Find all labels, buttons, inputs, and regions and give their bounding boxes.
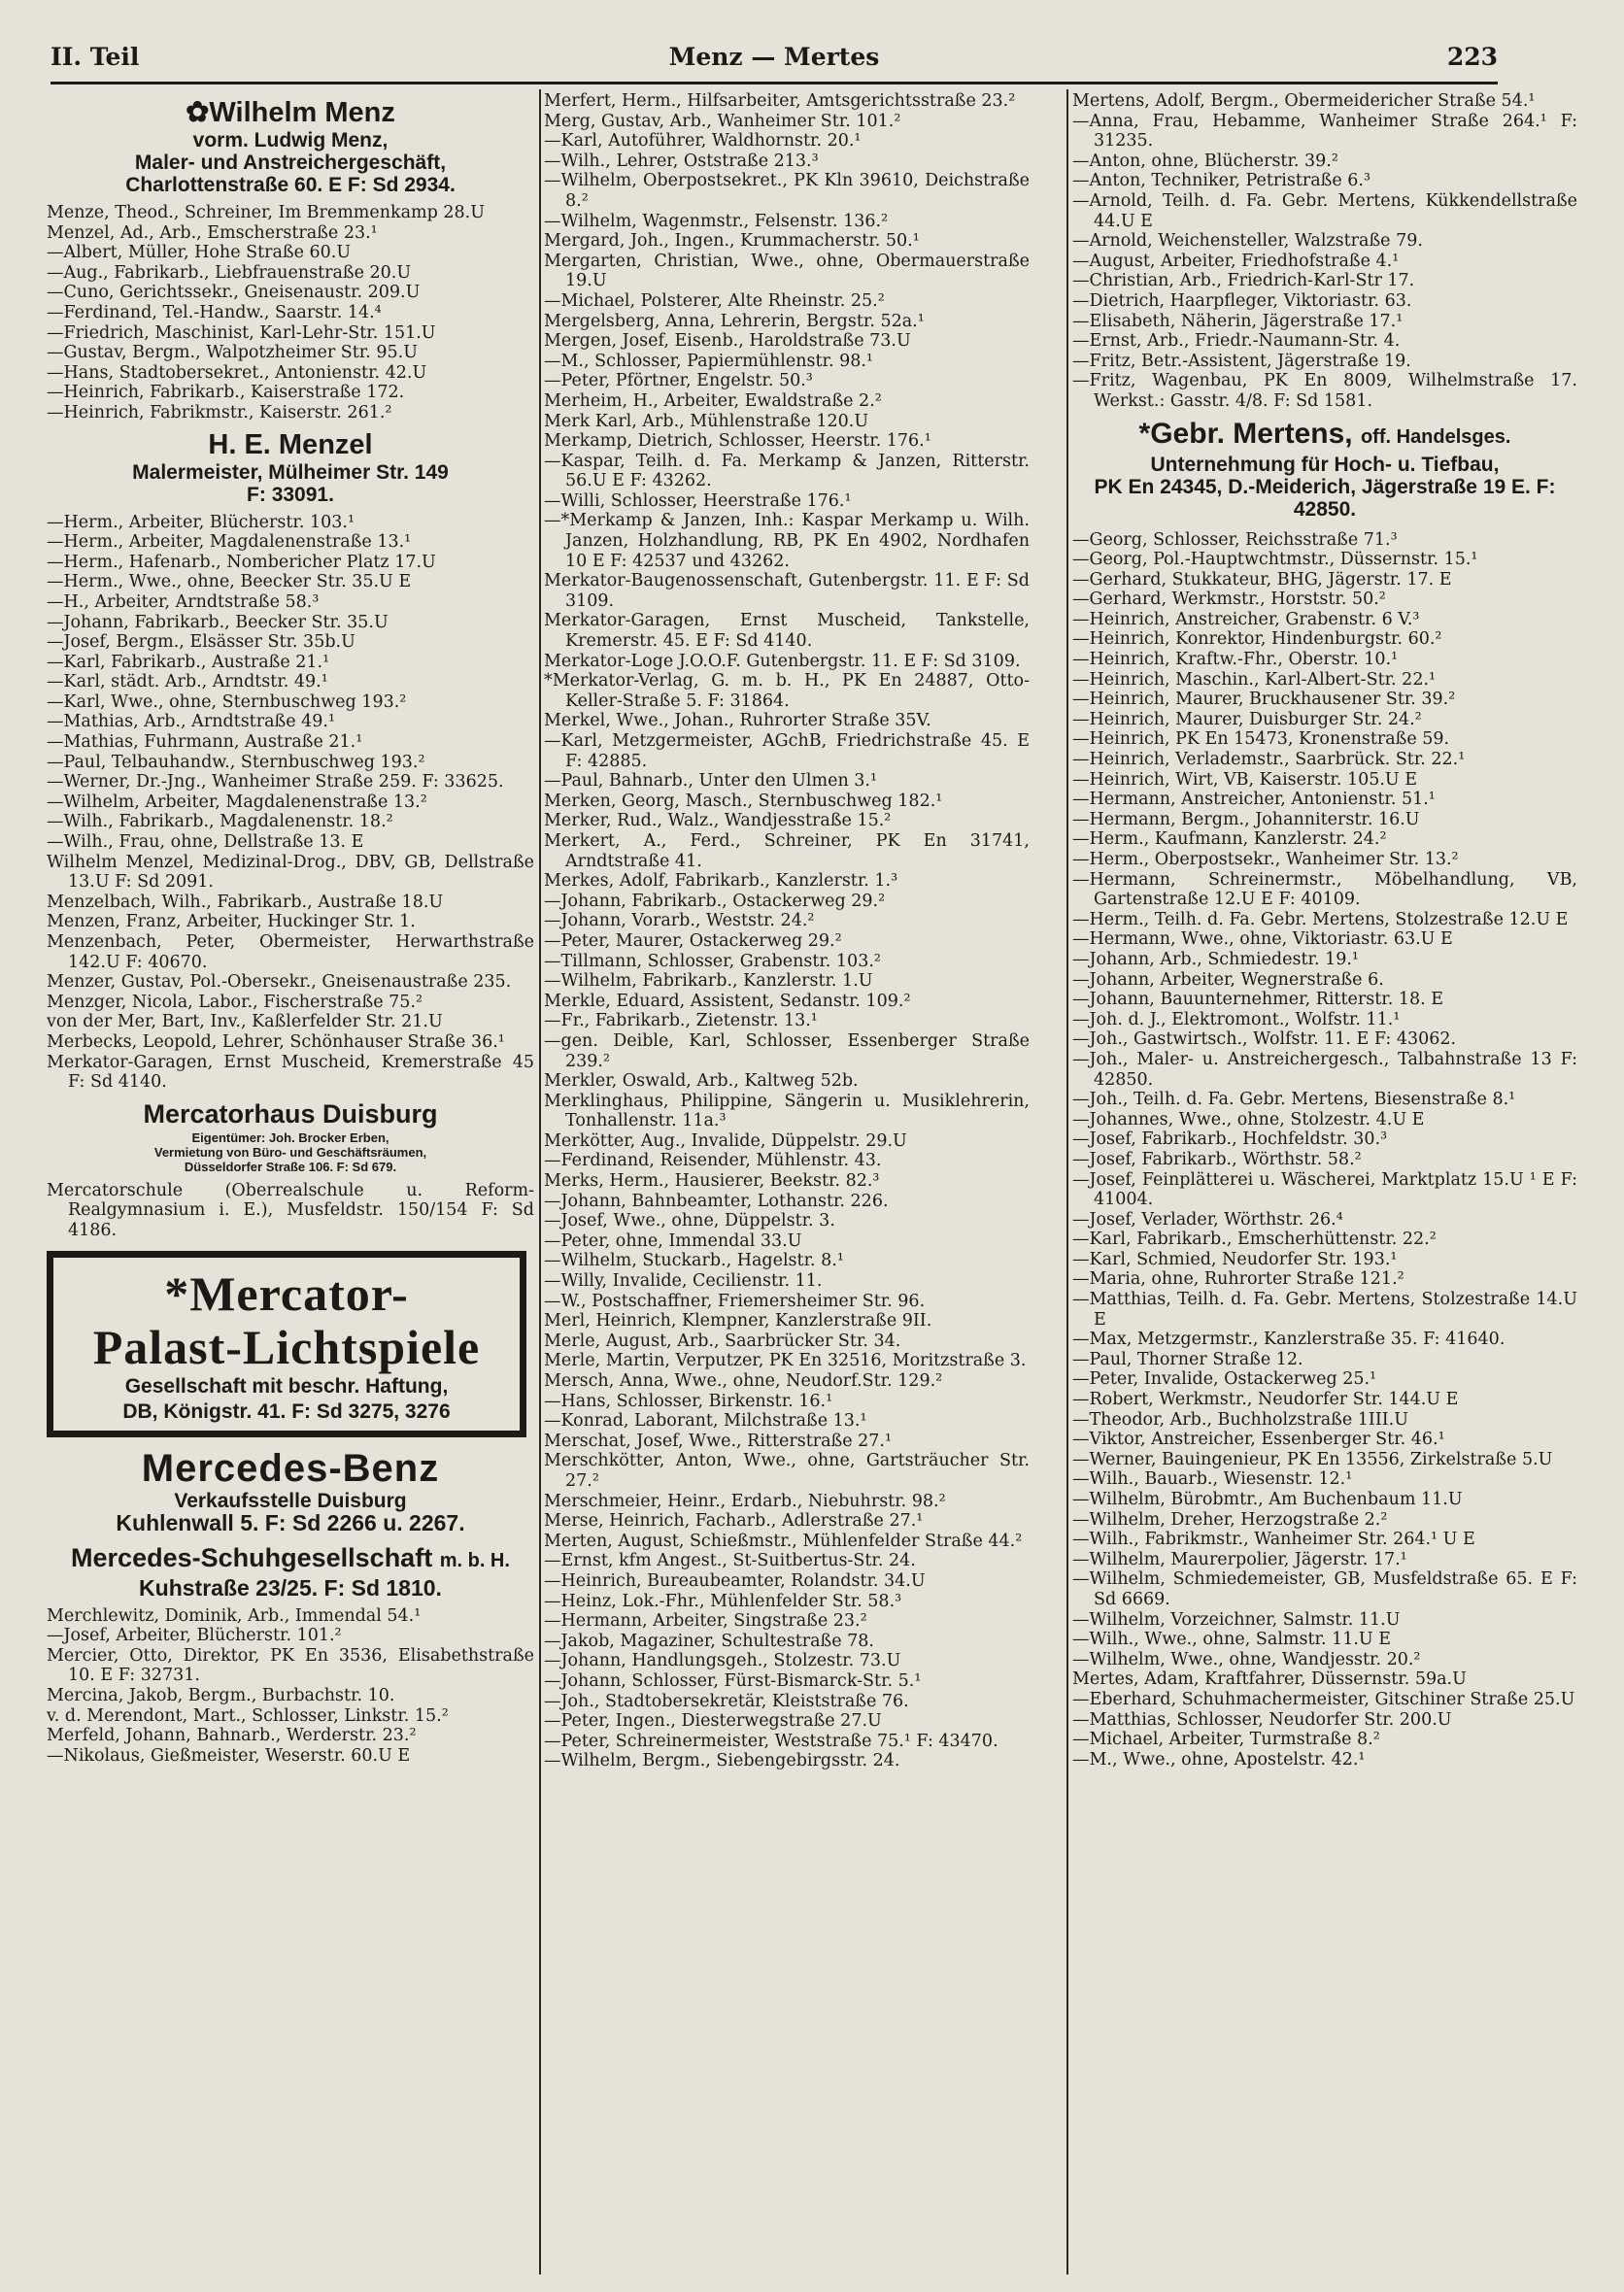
directory-entry: —Herm., Oberpostsekr., Wanheimer Str. 13.²: [1072, 850, 1459, 869]
directory-entry: —Maria, ohne, Ruhrorter Straße 121.²: [1072, 1269, 1404, 1290]
directory-entry: —Joh. d. J., Elektromont., Wolfstr. 11.¹: [1072, 1009, 1401, 1029]
directory-entry: Mergard, Joh., Ingen., Krummacherstr. 50.¹: [544, 231, 920, 252]
directory-entry: Merkel, Wwe., Johan., Ruhrorter Straße 35V.: [544, 711, 931, 731]
directory-entry: —Georg, Schlosser, Reichsstraße 71.³: [1072, 529, 1398, 550]
directory-entry: Merkle, Eduard, Assistent, Sedanstr. 109.²: [544, 991, 911, 1011]
directory-entry: —Wilhelm, Arbeiter, Magdalenenstraße 13.²: [47, 792, 427, 812]
ad-name: Mercatorhaus Duisburg: [143, 1098, 438, 1129]
directory-entry: —Paul, Thorner Straße 12.: [1072, 1349, 1303, 1369]
directory-entry: —Christian, Arb., Friedrich-Karl-Str 17.: [1072, 271, 1415, 291]
directory-entry: —Elisabeth, Näherin, Jägerstraße 17.¹: [1072, 311, 1404, 331]
ad-line: Kuhstraße 23/25. F: Sd 1810.: [139, 1574, 442, 1601]
directory-entry: —Cuno, Gerichtssekr., Gneisenaustr. 209.U: [47, 283, 421, 303]
directory-entry: —Karl, städt. Arb., Arndtstr. 49.¹: [47, 672, 328, 692]
directory-entry: —Wilh., Fabrikmstr., Wanheimer Str. 264.¹ U E: [1072, 1530, 1475, 1550]
directory-entry: Merkator-Garagen, Ernst Muscheid, Kremerstraße 45 F: Sd 4140.: [47, 1052, 534, 1093]
directory-entry: —August, Arbeiter, Friedhofstraße 4.¹: [1072, 251, 1400, 271]
directory-entry: —Heinrich, Fabrikmstr., Kaiserstr. 261.²: [47, 402, 392, 422]
ad-line: Maler- und Anstreichergeschäft,: [134, 152, 447, 174]
directory-entry: —Werner, Dr.-Jng., Wanheimer Straße 259. F: 33625.: [47, 772, 504, 792]
directory-entry: Mercina, Jakob, Bergm., Burbachstr. 10.: [47, 1685, 395, 1705]
directory-entry: —Karl, Wwe., ohne, Sternbuschweg 193.²: [47, 691, 407, 712]
directory-entry: —Ferdinand, Reisender, Mühlenstr. 43.: [544, 1151, 882, 1171]
directory-entry: —Johann, Handlungsgeh., Stolzestr. 73.U: [544, 1651, 901, 1671]
directory-entry: —Hermann, Anstreicher, Antonienstr. 51.¹: [1072, 790, 1436, 810]
directory-entry: Merklinghaus, Philippine, Sängerin u. Musiklehrerin, Tonhallenstr. 11a.³: [544, 1091, 1030, 1131]
directory-entry: —Karl, Autoführer, Waldhornstr. 20.¹: [544, 131, 862, 152]
directory-entry: —Josef, Feinplätterei u. Wäscherei, Marktplatz 15.U ¹ E F: 41004.: [1072, 1169, 1577, 1210]
directory-entry: Mertes, Adam, Kraftfahrer, Düssernstr. 59a.U: [1072, 1669, 1467, 1690]
directory-entry: —Wilhelm, Bürobmtr., Am Buchenbaum 11.U: [1072, 1490, 1463, 1509]
directory-entry: —Mathias, Fuhrmann, Austraße 21.¹: [47, 732, 363, 753]
column-1: [47, 91, 534, 2276]
directory-entry: —Tillmann, Schlosser, Grabenstr. 103.²: [544, 951, 881, 971]
ad-wilhelm-menz: [47, 96, 534, 196]
ad-title: *Mercator-: [164, 1265, 409, 1321]
directory-entry: Merkator-Loge J.O.O.F. Gutenbergstr. 11. E F: Sd 3109.: [544, 651, 1021, 671]
column-divider: [539, 89, 541, 2275]
directory-entry: —Albert, Müller, Hohe Straße 60.U: [47, 243, 352, 263]
ad-line: Kuhlenwall 5. F: Sd 2266 u. 2267.: [116, 1509, 465, 1535]
directory-entry: —Herm., Kaufmann, Kanzlerstr. 24.²: [1072, 829, 1387, 850]
entry-list: [47, 1606, 534, 1767]
directory-entry: Merten, August, Schießmstr., Mühlenfelder Straße 44.²: [544, 1531, 1023, 1551]
directory-entry: —Willy, Invalide, Cecilienstr. 11.: [544, 1271, 823, 1292]
directory-entry: Merbecks, Leopold, Lehrer, Schönhauser Straße 36.¹: [47, 1031, 505, 1052]
directory-entry: Merl, Heinrich, Klempner, Kanzlerstraße 9II.: [544, 1311, 932, 1331]
directory-entry: Merkötter, Aug., Invalide, Düppelstr. 29.U: [544, 1130, 907, 1151]
directory-entry: Merschmeier, Heinr., Erdarb., Niebuhrstr. 98.²: [544, 1491, 946, 1511]
directory-entry: —Willi, Schlosser, Heerstraße 176.¹: [544, 490, 852, 511]
directory-entry: —Hermann, Arbeiter, Singstraße 23.²: [544, 1611, 867, 1632]
directory-entry: —Johann, Bahnbeamter, Lothanstr. 226.: [544, 1191, 889, 1211]
directory-entry: —Josef, Arbeiter, Blücherstr. 101.²: [47, 1626, 342, 1646]
ad-line: vorm. Ludwig Menz,: [192, 129, 389, 152]
directory-entry: —Johann, Schlosser, Fürst-Bismarck-Str. 5.¹: [544, 1670, 922, 1691]
directory-entry: —Wilhelm, Vorzeichner, Salmstr. 11.U: [1072, 1609, 1401, 1630]
directory-entry: —Wilhelm, Wwe., ohne, Wandjesstr. 20.²: [1072, 1649, 1421, 1669]
directory-entry: —Matthias, Teilh. d. Fa. Gebr. Mertens, Stolzestraße 14.U E: [1072, 1290, 1577, 1330]
directory-entry: Menzger, Nicola, Labor., Fischerstraße 75.²: [47, 992, 423, 1012]
directory-entry: Mercier, Otto, Direktor, PK En 3536, Elisabethstraße 10. E F: 32731.: [47, 1645, 534, 1686]
directory-entry: —Wilh., Lehrer, Oststraße 213.³: [544, 151, 819, 171]
directory-entry: Menzer, Gustav, Pol.-Obersekr., Gneisenaustraße 235.: [47, 972, 512, 993]
directory-entry: —Wilh., Frau, ohne, Dellstraße 13. E: [47, 832, 364, 853]
page-header: [51, 43, 1498, 82]
directory-entry: —Konrad, Laborant, Milchstraße 13.¹: [544, 1411, 867, 1432]
directory-entry: —Johannes, Wwe., ohne, Stolzestr. 4.U E: [1072, 1109, 1425, 1129]
directory-entry: —Friedrich, Maschinist, Karl-Lehr-Str. 151.U: [47, 322, 436, 343]
directory-entry: Merker, Rud., Walz., Wandjesstraße 15.²: [544, 811, 892, 831]
directory-entry: —Fritz, Betr.-Assistent, Jägerstraße 19.: [1072, 351, 1411, 371]
directory-entry: —Heinrich, Kraftw.-Fhr., Oberstr. 10.¹: [1072, 650, 1399, 670]
directory-entry: —Anton, Techniker, Petristraße 6.³: [1072, 171, 1370, 191]
directory-entry: —Paul, Bahnarb., Unter den Ulmen 3.¹: [544, 771, 878, 792]
directory-entry: —gen. Deible, Karl, Schlosser, Essenberger Straße 239.²: [544, 1030, 1030, 1071]
directory-entry: —Peter, ohne, Immendal 33.U: [544, 1230, 802, 1251]
directory-entry: Merken, Georg, Masch., Sternbuschweg 182.¹: [544, 791, 943, 811]
directory-entry: —Heinrich, Fabrikarb., Kaiserstraße 172.: [47, 383, 405, 403]
ad-type: off. Handelsges.: [1360, 425, 1511, 448]
directory-entry: Merkes, Adolf, Fabrikarb., Kanzlerstr. 1.³: [544, 871, 898, 892]
directory-entry: —Josef, Bergm., Elsässer Str. 35b.U: [47, 632, 355, 653]
ad-line: Verkaufsstelle Duisburg: [174, 1489, 407, 1512]
directory-entry: Mergen, Josef, Eisenb., Haroldstraße 73.U: [544, 331, 911, 352]
directory-entry: —Wilh., Wwe., ohne, Salmstr. 11.U E: [1072, 1630, 1392, 1650]
entry-list: [1072, 530, 1577, 1770]
directory-entry: —Nikolaus, Gießmeister, Weserstr. 60.U E: [47, 1745, 411, 1766]
directory-entry: —Theodor, Arb., Buchholzstraße 1III.U: [1072, 1409, 1408, 1430]
ad-line: Eigentümer: Joh. Brocker Erben,: [191, 1129, 389, 1145]
directory-entry: —Wilh., Fabrikarb., Magdalenenstr. 18.²: [47, 812, 393, 832]
directory-entry: —Wilhelm, Bergm., Siebengebirgsstr. 24.: [544, 1751, 900, 1771]
directory-entry: Mertens, Adolf, Bergm., Obermeidericher Straße 54.¹: [1072, 91, 1536, 111]
directory-entry: *Merkator-Verlag, G. m. b. H., PK En 24887, Otto-Keller-Straße 5. F: 31864.: [544, 671, 1030, 711]
directory-entry: —Heinrich, Bureaubeamter, Rolandstr. 34.U: [544, 1570, 926, 1591]
directory-entry: —Peter, Ingen., Diesterwegstraße 27.U: [544, 1711, 882, 1732]
directory-entry: —Robert, Werkmstr., Neudorfer Str. 144.U E: [1072, 1390, 1459, 1410]
directory-entry: —Peter, Maurer, Ostackerweg 29.²: [544, 930, 842, 951]
directory-entry: —M., Schlosser, Papiermühlenstr. 98.¹: [544, 351, 873, 371]
directory-entry: —Hermann, Bergm., Johanniterstr. 16.U: [1072, 809, 1420, 829]
directory-entry: —Herm., Hafenarb., Nombericher Platz 17.U: [47, 552, 436, 572]
ad-name: H. E. Menzel: [208, 428, 373, 460]
directory-entry: —Joh., Teilh. d. Fa. Gebr. Mertens, Biesenstraße 8.¹: [1072, 1090, 1516, 1110]
directory-entry: —Wilhelm, Schmiedemeister, GB, Musfeldstraße 65. E F: Sd 6669.: [1072, 1569, 1577, 1609]
directory-entry: Merle, Martin, Verputzer, PK En 32516, Moritzstraße 3.: [544, 1351, 1027, 1371]
ad-line: Gesellschaft mit beschr. Haftung,: [124, 1374, 449, 1398]
directory-entry: Merse, Heinrich, Facharb., Adlerstraße 27.¹: [544, 1511, 924, 1532]
directory-entry: —Wilhelm, Wagenmstr., Felsenstr. 136.²: [544, 211, 889, 231]
directory-entry: —Joh., Gastwirtsch., Wolfstr. 11. E F: 43062.: [1072, 1029, 1457, 1050]
directory-entry: —Josef, Fabrikarb., Hochfeldstr. 30.³: [1072, 1129, 1388, 1150]
directory-entry: —Wilhelm, Fabrikarb., Kanzlerstr. 1.U: [544, 971, 873, 992]
directory-entry: —Heinrich, Verlademstr., Saarbrück. Str. 22.¹: [1072, 750, 1466, 770]
directory-entry: —Georg, Pol.-Hauptwchtmstr., Düssernstr. 15.¹: [1072, 550, 1478, 570]
directory-entry: —Karl, Metzgermeister, AGchB, Friedrichstraße 45. E F: 42885.: [544, 731, 1030, 771]
ad-line: Charlottenstraße 60. E F: Sd 2934.: [125, 174, 456, 196]
directory-entry: Menze, Theod., Schreiner, Im Bremmenkamp 28.U: [47, 203, 485, 222]
directory-entry: —Wilhelm, Stuckarb., Hagelstr. 8.¹: [544, 1251, 844, 1271]
directory-entry: —H., Arbeiter, Arndtstraße 58.³: [47, 591, 320, 612]
ad-line: Malermeister, Mülheimer Str. 149: [132, 460, 449, 484]
directory-entry: —Johann, Arbeiter, Wegnerstraße 6.: [1072, 969, 1384, 990]
directory-entry: —Ferdinand, Tel.-Handw., Saarstr. 14.⁴: [47, 302, 382, 322]
directory-entry: —Johann, Fabrikarb., Beecker Str. 35.U: [47, 612, 389, 632]
ad-name: Mercedes-Benz: [141, 1446, 440, 1490]
column-divider: [1066, 89, 1068, 2275]
ad-gebr-mertens: [1072, 418, 1577, 521]
directory-entry: Merkator-Garagen, Ernst Muscheid, Tankstelle, Kremerstr. 45. E F: Sd 4140.: [544, 611, 1030, 652]
directory-entry: —Peter, Invalide, Ostackerweg 25.¹: [1072, 1369, 1377, 1390]
page-number: 223: [1446, 43, 1498, 71]
directory-entry: —Viktor, Anstreicher, Essenberger Str. 46.¹: [1072, 1430, 1445, 1450]
directory-entry: —Peter, Schreinermeister, Weststraße 75.¹ F: 43470.: [544, 1731, 998, 1751]
directory-entry: —Ernst, Arb., Friedr.-Naumann-Str. 4.: [1072, 331, 1401, 352]
ad-name: *Gebr. Mertens,: [1138, 417, 1353, 450]
flower-icon: ✿: [186, 97, 210, 128]
directory-entry: —Heinz, Lok.-Fhr., Mühlenfelder Str. 58.³: [544, 1591, 902, 1611]
directory-entry: —Paul, Telbauhandw., Sternbuschweg 193.²: [47, 752, 425, 772]
ad-mercedes-benz: [47, 1447, 534, 1534]
directory-entry: —Wilh., Bauarb., Wiesenstr. 12.¹: [1072, 1469, 1353, 1490]
directory-entry: —Herm., Wwe., ohne, Beecker Str. 35.U E: [47, 572, 412, 592]
directory-entry: —Johann, Fabrikarb., Ostackerweg 29.²: [544, 891, 886, 911]
directory-entry: —Heinrich, Maschin., Karl-Albert-Str. 22.¹: [1072, 669, 1437, 690]
header-rule: [51, 82, 1498, 84]
directory-entry: von der Mer, Bart, Inv., Kaßlerfelder Str. 21.U: [47, 1012, 443, 1032]
directory-entry: —Arnold, Weichensteller, Walzstraße 79.: [1072, 231, 1423, 252]
directory-entry: Mersch, Anna, Wwe., ohne, Neudorf.Str. 129.²: [544, 1371, 943, 1391]
ad-title: Palast-Lichtspiele: [92, 1319, 481, 1374]
directory-entry: v. d. Merendont, Mart., Schlosser, Linkstr. 15.²: [47, 1705, 449, 1726]
directory-entry: Merk Karl, Arb., Mühlenstraße 120.U: [544, 411, 869, 431]
directory-entry: —Herm., Arbeiter, Blücherstr. 103.¹: [47, 512, 355, 532]
directory-entry: —*Merkamp & Janzen, Inh.: Kaspar Merkamp u. Wilh. Janzen, Holzhandlung, RB, PK En 4902, Nordhafen 10 E F: 42537 und 43262.: [544, 511, 1030, 571]
directory-entry: —Karl, Schmied, Neudorfer Str. 193.¹: [1072, 1249, 1398, 1269]
directory-entry: —Heinrich, Konrektor, Hindenburgstr. 60.²: [1072, 629, 1442, 650]
directory-entry: Mergarten, Christian, Wwe., ohne, Obermauerstraße 19.U: [544, 251, 1030, 291]
directory-entry: Menzen, Franz, Arbeiter, Huckinger Str. 1.: [47, 912, 416, 932]
directory-entry: Merschat, Josef, Wwe., Ritterstraße 27.¹: [544, 1431, 892, 1451]
ad-line: DB, Königstr. 41. F: Sd 3275, 3276: [122, 1399, 451, 1423]
directory-entry: —Wilhelm, Dreher, Herzogstraße 2.²: [1072, 1509, 1388, 1530]
ad-line: Vermietung von Büro- und Geschäftsräumen,: [153, 1144, 427, 1160]
directory-entry: —Heinrich, Anstreicher, Grabenstr. 6 V.³: [1072, 609, 1420, 629]
directory-entry: —Michael, Polsterer, Alte Rheinstr. 25.²: [544, 290, 885, 311]
directory-entry: —Fr., Fabrikarb., Zietenstr. 13.¹: [544, 1011, 818, 1031]
directory-entry: Merkator-Baugenossenschaft, Gutenbergstr. 11. E F: Sd 3109.: [544, 571, 1030, 611]
directory-entry: Menzenbach, Peter, Obermeister, Herwarthstraße 142.U F: 40670.: [47, 932, 534, 972]
directory-entry: —Werner, Bauingenieur, PK En 13556, Zirkelstraße 5.U: [1072, 1449, 1553, 1469]
directory-entry: Merkert, A., Ferd., Schreiner, PK En 31741, Arndtstraße 41.: [544, 830, 1030, 871]
directory-entry: —Josef, Fabrikarb., Wörthstr. 58.²: [1072, 1149, 1362, 1169]
ad-name: Wilhelm Menz: [209, 97, 395, 128]
directory-entry: —Heinrich, Wirt, VB, Kaiserstr. 105.U E: [1072, 769, 1418, 790]
directory-entry: —Josef, Wwe., ohne, Düppelstr. 3.: [544, 1211, 835, 1231]
entry-list: [1072, 91, 1577, 412]
directory-entry: —Ernst, kfm Angest., St-Suitbertus-Str. 24.: [544, 1551, 916, 1571]
ad-name: Mercedes-Schuhgesellschaft: [71, 1542, 433, 1572]
running-title: Menz — Mertes: [668, 43, 880, 71]
directory-entry: —Hans, Stadtobersekret., Antonienstr. 42.U: [47, 362, 427, 383]
directory-entry: —Johann, Arb., Schmiedestr. 19.¹: [1072, 949, 1359, 969]
directory-entry: Merchlewitz, Dominik, Arb., Immendal 54.¹: [47, 1605, 422, 1626]
directory-entry: —Johann, Vorarb., Weststr. 24.²: [544, 911, 815, 931]
directory-entry: —Wilhelm, Oberpostsekret., PK Kln 39610, Deichstraße 8.²: [544, 171, 1030, 211]
directory-entry: —Kaspar, Teilh. d. Fa. Merkamp & Janzen, Ritterstr. 56.U E F: 43262.: [544, 451, 1030, 491]
ad-menzel: [47, 428, 534, 506]
directory-entry: Wilhelm Menzel, Medizinal-Drog., DBV, GB, Dellstraße 13.U F: Sd 2091.: [47, 852, 534, 893]
directory-entry: —Fritz, Wagenbau, PK En 8009, Wilhelmstraße 17. Werkst.: Gasstr. 4/8. F: Sd 1581.: [1072, 371, 1577, 411]
directory-entry: Merks, Herm., Hausierer, Beekstr. 82.³: [544, 1171, 880, 1192]
directory-entry: —M., Wwe., ohne, Apostelstr. 42.¹: [1072, 1749, 1366, 1770]
directory-entry: —Arnold, Teilh. d. Fa. Gebr. Mertens, Kükkendellstraße 44.U E: [1072, 190, 1577, 231]
directory-entry: Merg, Gustav, Arb., Wanheimer Str. 101.²: [544, 111, 901, 131]
directory-entry: —Herm., Arbeiter, Magdalenenstraße 13.¹: [47, 532, 412, 553]
directory-entry: —Jakob, Magaziner, Schultestraße 78.: [544, 1631, 874, 1651]
directory-entry: —Anna, Frau, Hebamme, Wanheimer Straße 264.¹ F: 31235.: [1072, 111, 1577, 152]
directory-entry: —Aug., Fabrikarb., Liebfrauenstraße 20.U: [47, 262, 412, 283]
directory-entry: —Hermann, Schreinermstr., Möbelhandlung, VB, Gartenstraße 12.U E F: 40109.: [1072, 869, 1577, 910]
entry-list: [47, 513, 534, 1093]
ad-line: Düsseldorfer Straße 106. F: Sd 679.: [184, 1159, 397, 1174]
ad-line: Unternehmung für Hoch- u. Tiefbau,: [1150, 453, 1500, 476]
directory-entry: —Hermann, Wwe., ohne, Viktoriastr. 63.U E: [1072, 929, 1453, 950]
directory-entry: —Michael, Arbeiter, Turmstraße 8.²: [1072, 1730, 1380, 1750]
ad-mercedes-schuh: [47, 1541, 534, 1600]
directory-entry: Mergelsberg, Anna, Lehrerin, Bergstr. 52a.¹: [544, 311, 925, 331]
directory-entry: —Gustav, Bergm., Walpotzheimer Str. 95.U: [47, 343, 418, 363]
directory-entry: —Mathias, Arb., Arndtstraße 49.¹: [47, 712, 335, 732]
directory-entry: Mercatorschule (Oberrealschule u. Reform-Realgymnasium i. E.), Musfeldstr. 150/154 F: Sd 4186.: [47, 1180, 534, 1240]
directory-entry: Menzel, Ad., Arb., Emscherstraße 23.¹: [47, 222, 378, 243]
ad-line: F: 33091.: [247, 483, 334, 506]
directory-entry: —Peter, Pförtner, Engelstr. 50.³: [544, 371, 813, 391]
directory-entry: —Heinrich, PK En 15473, Kronenstraße 59.: [1072, 729, 1450, 750]
directory-entry: Merfeld, Johann, Bahnarb., Werderstr. 23.²: [47, 1726, 417, 1746]
directory-entry: —Herm., Teilh. d. Fa. Gebr. Mertens, Stolzestraße 12.U E: [1072, 909, 1569, 929]
entry-list: [47, 203, 534, 423]
directory-entry: Merle, August, Arb., Saarbrücker Str. 34.: [544, 1331, 901, 1351]
directory-entry: Merheim, H., Arbeiter, Ewaldstraße 2.²: [544, 390, 882, 411]
directory-entry: —Max, Metzgermstr., Kanzlerstraße 35. F: 41640.: [1072, 1330, 1506, 1350]
column-3: [1072, 91, 1577, 2276]
directory-entry: —Heinrich, Maurer, Duisburger Str. 24.²: [1072, 709, 1422, 729]
directory-entry: —Heinrich, Maurer, Bruckhausener Str. 39.²: [1072, 690, 1456, 710]
directory-entry: —Karl, Fabrikarb., Emscherhüttenstr. 22.²: [1072, 1230, 1437, 1250]
ad-mercatorhaus: [47, 1097, 534, 1174]
directory-entry: Merfert, Herm., Hilfsarbeiter, Amtsgerichtsstraße 23.²: [544, 91, 1016, 111]
directory-entry: —Matthias, Schlosser, Neudorfer Str. 200.U: [1072, 1709, 1452, 1730]
directory-entry: —Gerhard, Stukkateur, BHG, Jägerstr. 17. E: [1072, 569, 1452, 590]
ad-mercator-palast: [47, 1251, 526, 1437]
directory-entry: —Josef, Verlader, Wörthstr. 26.⁴: [1072, 1209, 1343, 1230]
directory-entry: —W., Postschaffner, Friemersheimer Str. 96.: [544, 1291, 926, 1311]
directory-entry: —Hans, Schlosser, Birkenstr. 16.¹: [544, 1391, 833, 1411]
directory-entry: —Anton, ohne, Blücherstr. 39.²: [1072, 151, 1338, 171]
directory-entry: Merschkötter, Anton, Wwe., ohne, Gartsträucher Str. 27.²: [544, 1451, 1030, 1491]
entry-list: [47, 1181, 534, 1241]
column-2: [544, 91, 1030, 2276]
section-label: II. Teil: [51, 43, 140, 71]
directory-entry: —Joh., Stadtobersekretär, Kleiststraße 76.: [544, 1691, 909, 1711]
directory-entry: —Eberhard, Schuhmachermeister, Gitschiner Straße 25.U: [1072, 1689, 1575, 1709]
directory-entry: Merkamp, Dietrich, Schlosser, Heerstr. 176.¹: [544, 431, 931, 452]
directory-entry: —Joh., Maler- u. Anstreichergesch., Talbahnstraße 13 F: 42850.: [1072, 1049, 1577, 1090]
directory-entry: —Wilhelm, Maurerpolier, Jägerstr. 17.¹: [1072, 1549, 1407, 1569]
directory-entry: —Karl, Fabrikarb., Austraße 21.¹: [47, 652, 330, 672]
directory-entry: —Gerhard, Werkmstr., Horststr. 50.²: [1072, 590, 1386, 610]
directory-entry: —Dietrich, Haarpfleger, Viktoriastr. 63.: [1072, 290, 1412, 311]
directory-entry: —Johann, Bauunternehmer, Ritterstr. 18. E: [1072, 990, 1444, 1010]
directory-entry: Merkler, Oswald, Arb., Kaltweg 52b.: [544, 1071, 859, 1092]
entry-list: [544, 91, 1030, 1771]
ad-line: PK En 24345, D.-Meiderich, Jägerstraße 19 E. F: 42850.: [1094, 475, 1556, 521]
directory-entry: Menzelbach, Wilh., Fabrikarb., Austraße 18.U: [47, 892, 444, 912]
ad-suffix: m. b. H.: [439, 1549, 510, 1571]
